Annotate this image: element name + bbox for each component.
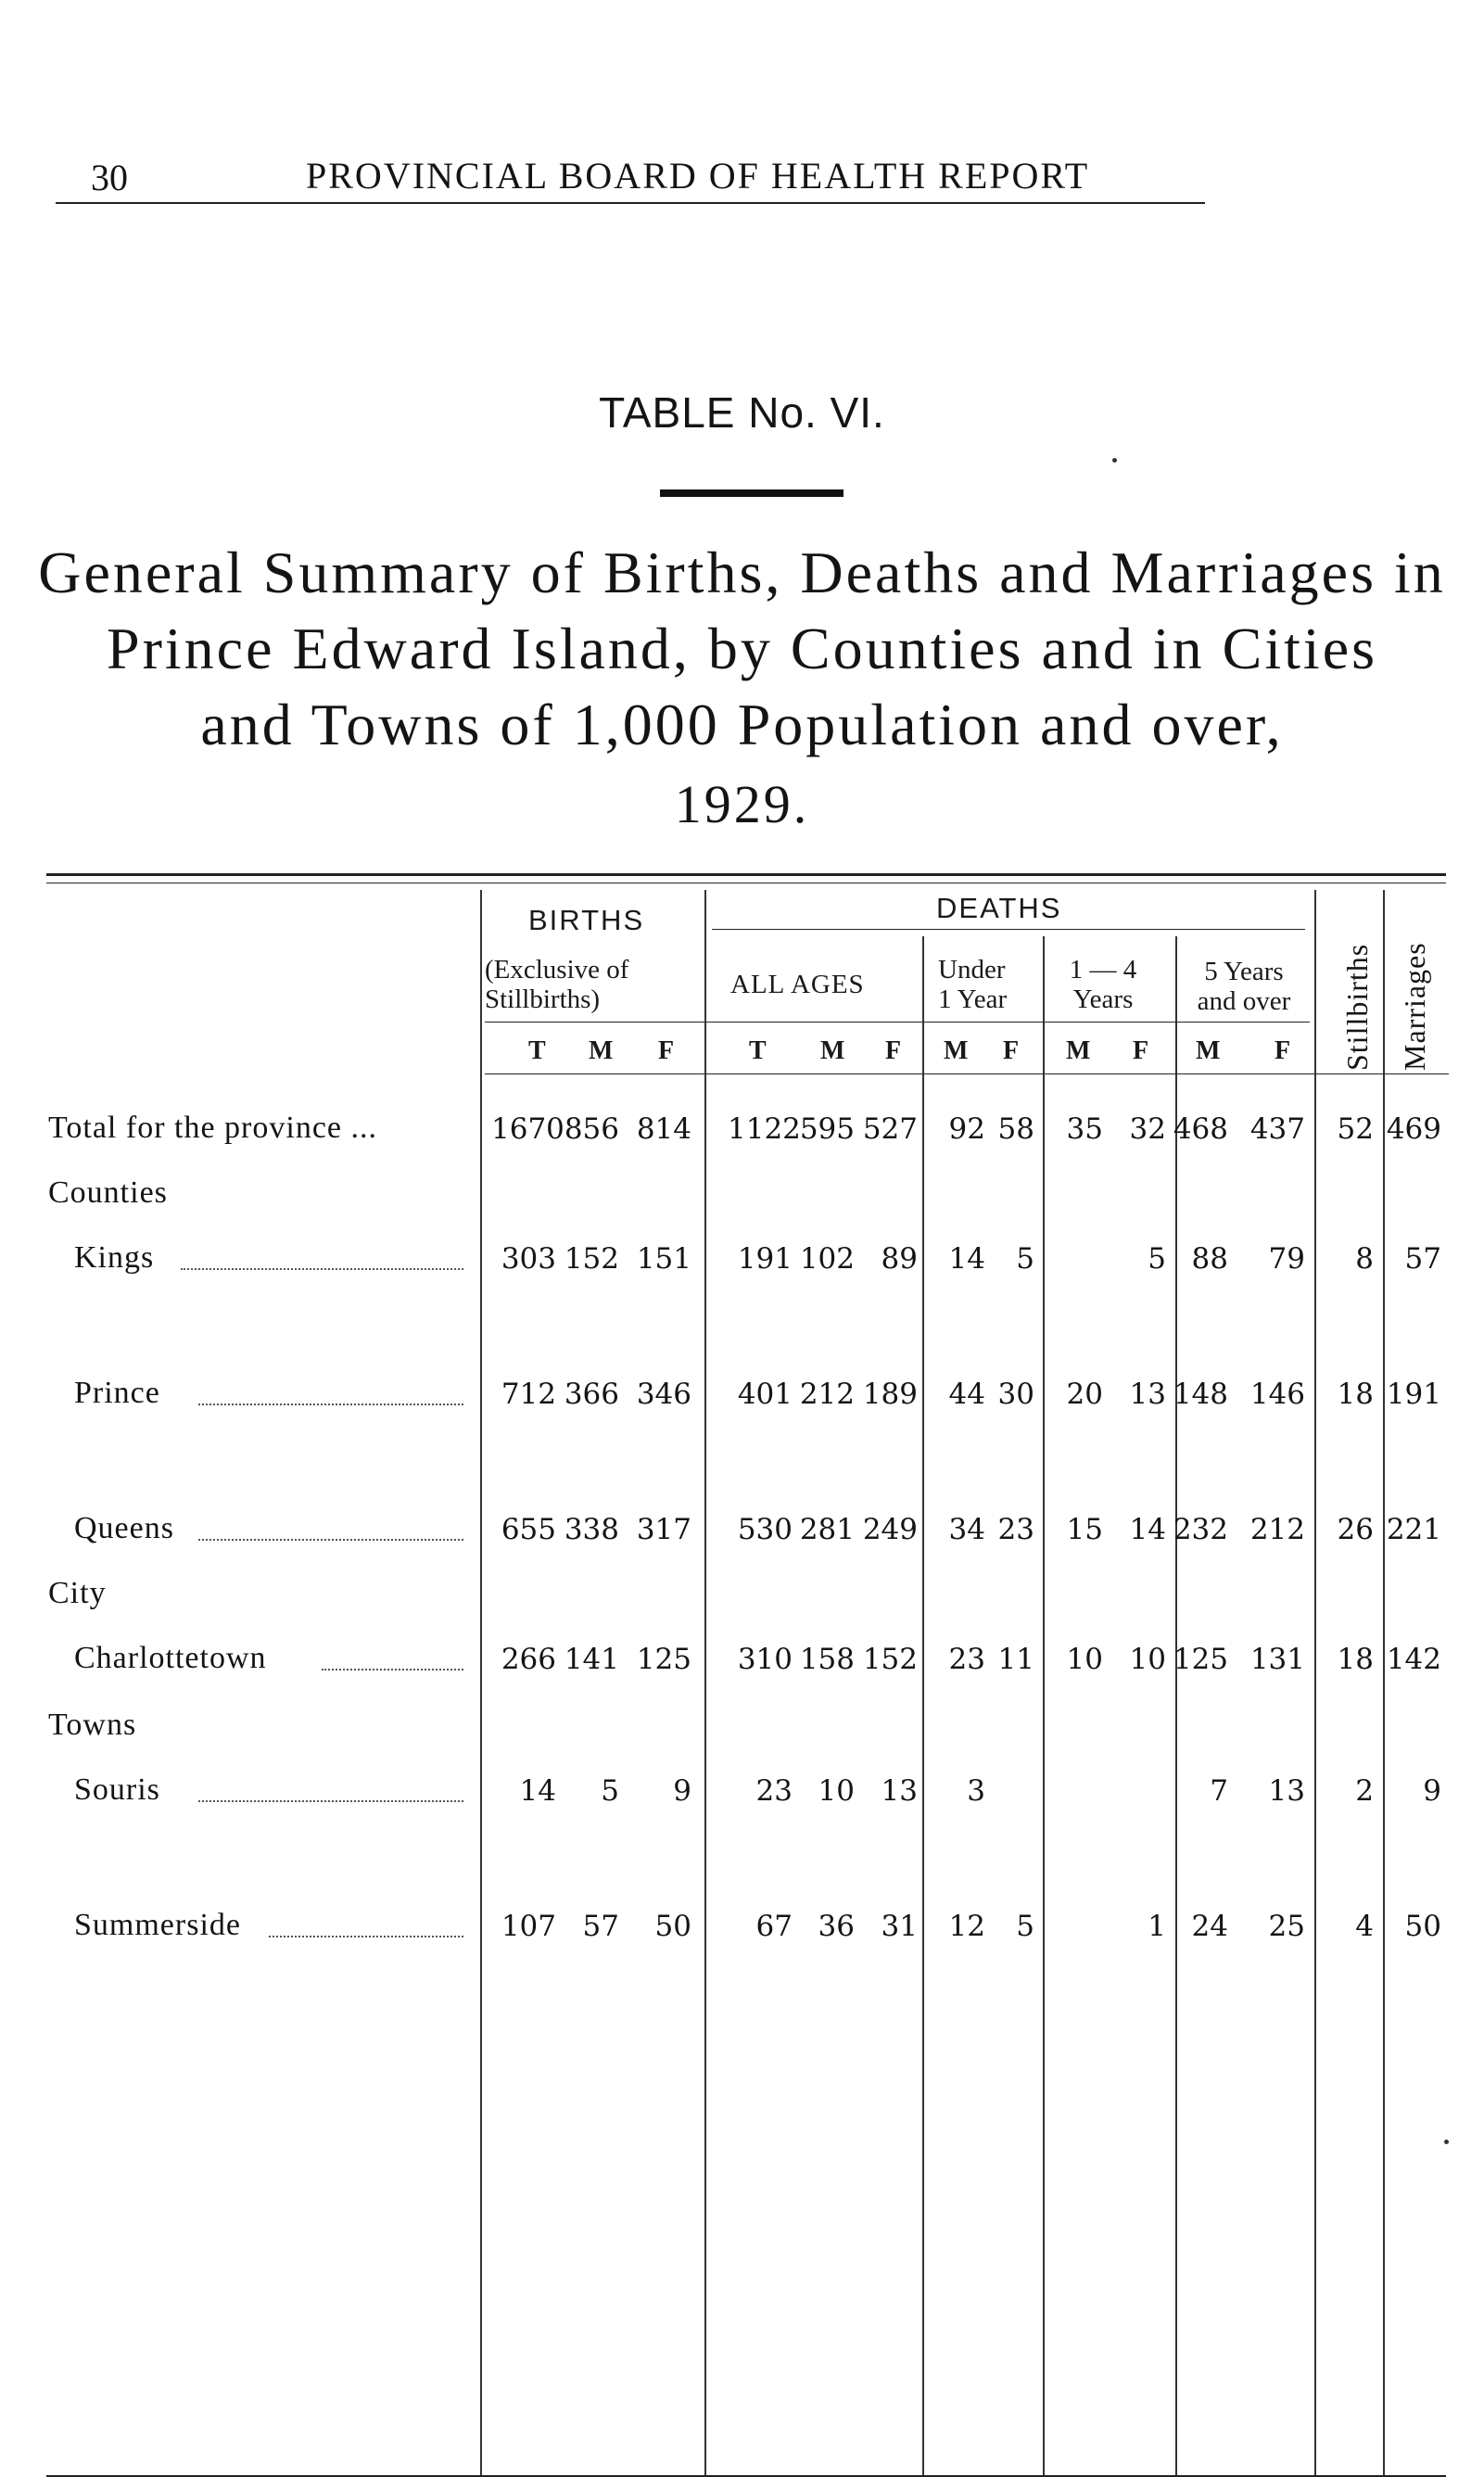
- all-ages-sub-f: F: [885, 1036, 902, 1065]
- speck-2: [1444, 2140, 1449, 2144]
- table-cell: 18: [1337, 1643, 1374, 1676]
- running-title: PROVINCIAL BOARD OF HEALTH REPORT: [306, 155, 1090, 197]
- speck: [1112, 458, 1117, 463]
- births-note-line-2: Stillbirths): [485, 984, 601, 1014]
- table-cell: 1670: [491, 1112, 564, 1146]
- table-cell: 366: [564, 1378, 619, 1411]
- years-5-over-line-1: 5 Years: [1204, 957, 1284, 986]
- table-cell: 31: [881, 1910, 918, 1943]
- table-cell: 11: [997, 1643, 1034, 1676]
- dot-leader: [181, 1268, 463, 1270]
- under-1-sub-m: M: [944, 1036, 969, 1065]
- subtitle-line-3: and Towns of 1,000 Population and over,: [200, 692, 1284, 757]
- title-rule: [660, 489, 843, 497]
- table-cell: 530: [737, 1513, 793, 1546]
- table-cell: 303: [501, 1242, 556, 1276]
- table-cell: 23: [755, 1774, 793, 1808]
- deaths-header: DEATHS: [936, 892, 1062, 924]
- table-cell: 281: [799, 1513, 855, 1546]
- years-1-4-sub-m: M: [1066, 1036, 1091, 1065]
- years-5-over-sub-f: F: [1275, 1036, 1291, 1065]
- table-cell: 25: [1268, 1910, 1305, 1943]
- table-cell: 13: [881, 1774, 918, 1808]
- table-cell: 5: [601, 1774, 619, 1808]
- col-rule-label: [480, 890, 482, 2475]
- table-cell: 191: [1386, 1378, 1441, 1411]
- table-cell: 595: [799, 1112, 855, 1146]
- marriages-header: Marriages: [1398, 942, 1431, 1071]
- table-cell: 5: [1148, 1242, 1166, 1276]
- row-label: Prince: [74, 1376, 160, 1410]
- births-sub-f: F: [658, 1036, 675, 1065]
- table-cell: 10: [1129, 1643, 1166, 1676]
- deaths-rule: [712, 929, 1305, 930]
- subheader-rule: [485, 1022, 1310, 1023]
- table-cell: 125: [636, 1643, 691, 1676]
- table-cell: 14: [948, 1242, 985, 1276]
- row-label: Charlottetown: [74, 1641, 267, 1675]
- table-cell: 3: [967, 1774, 985, 1808]
- row-label: Kings: [74, 1240, 155, 1275]
- table-cell: 10: [818, 1774, 855, 1808]
- table-cell: 34: [948, 1513, 985, 1546]
- table-cell: 107: [501, 1910, 556, 1943]
- subtitle-year: 1929.: [674, 774, 810, 834]
- row-label: Total for the province ...: [48, 1111, 378, 1145]
- table-cell: 142: [1386, 1643, 1441, 1676]
- table-cell: 712: [501, 1378, 556, 1411]
- table-cell: 249: [862, 1513, 918, 1546]
- under-1-line-2: 1 Year: [938, 984, 1008, 1014]
- births-sub-t: T: [528, 1036, 546, 1065]
- dot-leader: [198, 1404, 463, 1405]
- table-cell: 14: [519, 1774, 556, 1808]
- table-cell: 9: [1423, 1774, 1441, 1808]
- table-cell: 346: [636, 1378, 691, 1411]
- table-cell: 14: [1129, 1513, 1166, 1546]
- table-cell: 92: [948, 1112, 985, 1146]
- col-rule-all-ages: [922, 936, 924, 2475]
- table-cell: 310: [737, 1643, 793, 1676]
- table-cell: 856: [564, 1112, 619, 1146]
- table-cell: 20: [1066, 1378, 1103, 1411]
- table-cell: 2: [1355, 1774, 1374, 1808]
- table-cell: 189: [862, 1378, 918, 1411]
- table-cell: 32: [1129, 1112, 1166, 1146]
- table-cell: 148: [1173, 1378, 1228, 1411]
- table-cell: 338: [564, 1513, 619, 1546]
- table-cell: 266: [501, 1643, 556, 1676]
- table-cell: 212: [1249, 1513, 1305, 1546]
- table-cell: 152: [564, 1242, 619, 1276]
- table-cell: 89: [881, 1242, 918, 1276]
- col-rule-1-4: [1175, 936, 1177, 2475]
- table-cell: 12: [948, 1910, 985, 1943]
- under-1-sub-f: F: [1003, 1036, 1020, 1065]
- table-cell: 221: [1386, 1513, 1441, 1546]
- table-cell: 131: [1249, 1643, 1305, 1676]
- table-cell: 13: [1129, 1378, 1166, 1411]
- years-5-over-sub-m: M: [1196, 1036, 1221, 1065]
- table-cell: 401: [737, 1378, 793, 1411]
- table-cell: 44: [948, 1378, 985, 1411]
- table-cell: 58: [997, 1112, 1034, 1146]
- table-cell: 527: [862, 1112, 918, 1146]
- table-cell: 1: [1148, 1910, 1166, 1943]
- row-label: Souris: [74, 1772, 160, 1807]
- table-cell: 50: [1404, 1910, 1441, 1943]
- table-cell: 79: [1268, 1242, 1305, 1276]
- table-cell: 67: [755, 1910, 793, 1943]
- table-cell: 469: [1386, 1112, 1441, 1146]
- table-title: TABLE No. VI.: [599, 388, 885, 437]
- all-ages-sub-t: T: [749, 1036, 767, 1065]
- table-cell: 24: [1191, 1910, 1228, 1943]
- stillbirths-header: Stillbirths: [1340, 943, 1374, 1071]
- table-cell: 18: [1337, 1378, 1374, 1411]
- row-label: Queens: [74, 1511, 174, 1545]
- table-cell: 57: [1404, 1242, 1441, 1276]
- table-cell: 814: [636, 1112, 691, 1146]
- table-cell: 317: [636, 1513, 691, 1546]
- under-1-header: [938, 955, 1007, 1014]
- years-1-4-line-2: Years: [1072, 984, 1134, 1014]
- table-cell: 10: [1066, 1643, 1103, 1676]
- births-note-line-1: (Exclusive of: [485, 955, 629, 984]
- table-cell: 102: [799, 1242, 855, 1276]
- under-1-line-1: Under: [938, 955, 1006, 984]
- table-cell: 7: [1210, 1774, 1228, 1808]
- years-5-over-line-2: and over: [1197, 986, 1291, 1016]
- births-header: BIRTHS: [528, 904, 645, 936]
- years-1-4-line-1: 1 — 4: [1069, 955, 1137, 984]
- table-cell: 36: [818, 1910, 855, 1943]
- table-cell: 30: [997, 1378, 1034, 1411]
- dot-leader: [198, 1539, 463, 1541]
- table-cell: 468: [1173, 1112, 1228, 1146]
- table-cell: 158: [799, 1643, 855, 1676]
- table-cell: 1122: [728, 1112, 801, 1146]
- table-cell: 4: [1355, 1910, 1374, 1943]
- table-cell: 141: [564, 1643, 619, 1676]
- row-label: Summerside: [74, 1908, 241, 1942]
- header-rule: [56, 202, 1205, 204]
- row-label: City: [48, 1576, 107, 1610]
- table-cell: 35: [1066, 1112, 1103, 1146]
- table-cell: 50: [654, 1910, 691, 1943]
- table-cell: 5: [1016, 1242, 1034, 1276]
- table-cell: 57: [582, 1910, 619, 1943]
- dot-leader: [269, 1936, 463, 1937]
- subtitle-line-1: General Summary of Births, Deaths and Marriages in: [38, 540, 1446, 605]
- births-sub-m: M: [589, 1036, 614, 1065]
- table-cell: 152: [862, 1643, 918, 1676]
- header-bottom-rule: [485, 1073, 1449, 1074]
- table-cell: 23: [997, 1513, 1034, 1546]
- years-1-4-sub-f: F: [1133, 1036, 1149, 1065]
- table-cell: 52: [1337, 1112, 1374, 1146]
- table-cell: 88: [1191, 1242, 1228, 1276]
- table-cell: 15: [1066, 1513, 1103, 1546]
- table-cell: 5: [1016, 1910, 1034, 1943]
- col-rule-under-1: [1043, 936, 1045, 2475]
- dot-leader: [198, 1800, 463, 1802]
- table-cell: 151: [636, 1242, 691, 1276]
- subtitle-line-2: Prince Edward Island, by Counties and in Cities: [106, 616, 1378, 681]
- years-1-4-header: [1052, 955, 1154, 1014]
- table-top-rule: [46, 873, 1446, 876]
- table-cell: 655: [501, 1513, 556, 1546]
- table-cell: 26: [1337, 1513, 1374, 1546]
- page-number: 30: [91, 157, 128, 198]
- table-cell: 232: [1173, 1513, 1228, 1546]
- dot-leader: [322, 1669, 463, 1670]
- table-cell: 212: [799, 1378, 855, 1411]
- table-cell: 23: [948, 1643, 985, 1676]
- all-ages-sub-m: M: [820, 1036, 845, 1065]
- row-label: Counties: [48, 1175, 168, 1210]
- births-note: [485, 955, 628, 1014]
- table-cell: 191: [737, 1242, 793, 1276]
- all-ages-header: ALL AGES: [730, 970, 865, 999]
- col-rule-births: [704, 890, 706, 2475]
- table-cell: 437: [1249, 1112, 1305, 1146]
- table-cell: 9: [673, 1774, 691, 1808]
- table-cell: 146: [1249, 1378, 1305, 1411]
- years-5-over-header: [1179, 957, 1309, 1016]
- table-cell: 125: [1173, 1643, 1228, 1676]
- row-label: Towns: [48, 1708, 137, 1742]
- table-cell: 8: [1355, 1242, 1374, 1276]
- table-cell: 13: [1268, 1774, 1305, 1808]
